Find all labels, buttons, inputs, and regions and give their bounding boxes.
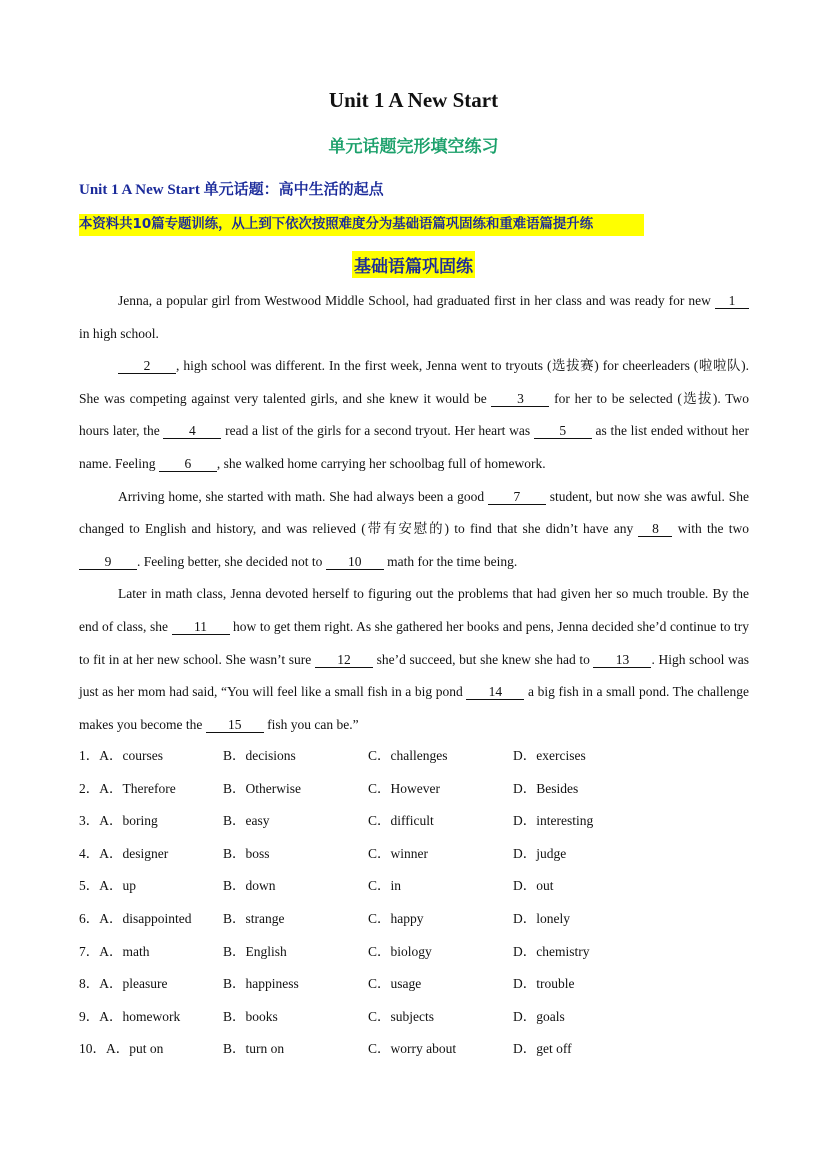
question-number: 3． bbox=[79, 813, 100, 829]
passage-text: with the two bbox=[672, 521, 749, 537]
option-d[interactable]: D．exercises bbox=[513, 748, 586, 763]
section-heading bbox=[0, 251, 827, 278]
option-b[interactable]: B．English bbox=[223, 943, 287, 959]
option-row-6 bbox=[79, 907, 749, 940]
document-title: Unit 1 A New Start bbox=[328, 88, 499, 112]
option-d[interactable]: D．goals bbox=[513, 1008, 565, 1024]
option-d[interactable]: D．trouble bbox=[513, 976, 575, 992]
option-d[interactable]: D．Besides bbox=[513, 780, 579, 796]
option-a[interactable] bbox=[79, 744, 163, 768]
option-a-text: A．designer bbox=[99, 845, 169, 861]
passage-text: , she walked home carrying her schoolbag full of homework. bbox=[216, 455, 546, 471]
question-number: 10． bbox=[79, 1041, 106, 1057]
option-a[interactable] bbox=[79, 972, 167, 996]
option-a-text: A．boring bbox=[99, 813, 158, 829]
question-number: 8． bbox=[79, 976, 100, 992]
option-a-text: A．pleasure bbox=[99, 976, 168, 992]
option-a-text: A．homework bbox=[99, 1008, 181, 1024]
passage-text: Jenna, a popular girl from Westwood Middle School, had graduated first in her class and was ready for new bbox=[118, 293, 715, 308]
option-c[interactable]: C．happy bbox=[368, 910, 424, 926]
option-a[interactable] bbox=[79, 874, 136, 898]
option-row-1 bbox=[79, 744, 749, 777]
option-row-7 bbox=[79, 940, 749, 973]
option-d[interactable]: D．interesting bbox=[513, 813, 594, 829]
blank-9[interactable]: 9 bbox=[79, 554, 137, 570]
question-number: 6． bbox=[79, 910, 100, 926]
option-a[interactable] bbox=[79, 777, 176, 801]
passage-text: in high school. bbox=[79, 325, 159, 341]
topic-line: Unit 1 A New Start 单元话题：高中生活的起点 bbox=[79, 182, 384, 198]
passage-paragraph-3 bbox=[79, 481, 749, 579]
section-title: 基础语篇巩固练 bbox=[352, 251, 475, 278]
question-number: 4． bbox=[79, 845, 100, 861]
passage-text: fish you can be.” bbox=[263, 716, 359, 732]
blank-14[interactable]: 14 bbox=[466, 684, 524, 700]
option-c[interactable]: C．biology bbox=[368, 943, 432, 959]
option-b[interactable]: B．strange bbox=[223, 910, 285, 926]
option-b[interactable]: B．down bbox=[223, 878, 276, 894]
blank-5[interactable]: 5 bbox=[534, 423, 592, 439]
passage-text: . Feeling better, she decided not to bbox=[137, 553, 326, 569]
blank-13[interactable]: 13 bbox=[593, 652, 651, 668]
passage-text: . High school was just as her mom had said, “You will feel like a small fish in a big pond bbox=[79, 651, 749, 700]
option-a[interactable] bbox=[79, 1037, 163, 1061]
option-a[interactable] bbox=[79, 1005, 180, 1029]
option-row-9 bbox=[79, 1005, 749, 1038]
option-a-text: A．put on bbox=[106, 1041, 164, 1057]
blank-11[interactable]: 11 bbox=[172, 619, 230, 635]
cloze-passage bbox=[79, 285, 749, 741]
passage-paragraph-4 bbox=[79, 578, 749, 741]
option-c[interactable]: C．subjects bbox=[368, 1008, 434, 1024]
option-row-2 bbox=[79, 777, 749, 810]
option-row-8 bbox=[79, 972, 749, 1005]
passage-text: Arriving home, she started with math. She had always been a good bbox=[118, 488, 488, 504]
passage-text: , high school was different. In the first week, Jenna went to tryouts (选拔赛) for cheerleaders (啦啦队). She was competing against very talented girls, and she knew it would be bbox=[79, 358, 749, 406]
answer-options bbox=[79, 744, 749, 1070]
option-b[interactable]: B．books bbox=[223, 1008, 278, 1024]
passage-paragraph-2 bbox=[79, 350, 749, 480]
option-d[interactable]: D．judge bbox=[513, 845, 567, 861]
option-c[interactable]: C．usage bbox=[368, 976, 422, 992]
question-number: 5． bbox=[79, 878, 100, 894]
option-d[interactable]: D．lonely bbox=[513, 910, 570, 926]
option-d[interactable]: D．out bbox=[513, 878, 554, 894]
question-number: 7． bbox=[79, 943, 100, 959]
blank-4[interactable]: 4 bbox=[163, 423, 221, 439]
passage-text: how to get them right. As she gathered her books and pens, Jenna decided she’d continue to try to fit in at her new school. She wasn’t sure bbox=[79, 618, 749, 667]
option-c[interactable]: C．in bbox=[368, 878, 402, 894]
option-a[interactable] bbox=[79, 842, 168, 866]
document-subtitle: 单元话题完形填空练习 bbox=[328, 137, 499, 157]
option-a[interactable] bbox=[79, 809, 158, 833]
option-c[interactable]: C．challenges bbox=[368, 748, 448, 763]
option-c[interactable]: C．However bbox=[368, 780, 440, 796]
passage-text: read a list of the girls for a second tryout. Her heart was bbox=[221, 423, 534, 439]
blank-6[interactable]: 6 bbox=[159, 456, 217, 472]
option-row-5 bbox=[79, 874, 749, 907]
blank-10[interactable]: 10 bbox=[326, 554, 384, 570]
passage-text: she’d succeed, but she knew she had to bbox=[372, 651, 594, 667]
question-number: 9． bbox=[79, 1008, 100, 1024]
option-b[interactable]: B．decisions bbox=[223, 748, 296, 763]
option-c[interactable]: C．difficult bbox=[368, 813, 434, 829]
blank-15[interactable]: 15 bbox=[206, 717, 264, 733]
passage-text: student, but now she was awful. She changed to English and history, and was relieved (带有安慰的) to find that she didn’t have any bbox=[79, 488, 749, 537]
option-d[interactable]: D．chemistry bbox=[513, 943, 590, 959]
passage-text: Later in math class, Jenna devoted herself to figuring out the problems that had given her so much trouble. By the end of class, she bbox=[79, 586, 749, 634]
option-a-text: A．disappointed bbox=[99, 910, 192, 926]
question-number: 2． bbox=[79, 780, 100, 796]
blank-12[interactable]: 12 bbox=[315, 652, 373, 668]
option-a[interactable] bbox=[79, 940, 150, 964]
passage-text: a big fish in a small pond. The challenge makes you become the bbox=[79, 684, 750, 732]
option-b[interactable]: B．boss bbox=[223, 845, 270, 861]
option-b[interactable]: B．Otherwise bbox=[223, 780, 301, 796]
blank-2[interactable]: 2 bbox=[118, 358, 176, 374]
question-number: 1． bbox=[79, 748, 100, 763]
option-c[interactable]: C．winner bbox=[368, 845, 428, 861]
option-d[interactable]: D．get off bbox=[513, 1041, 572, 1057]
notice-banner: 本资料共10篇专题训练，从上到下依次按照难度分为基础语篇巩固练和重难语篇提升练 bbox=[79, 214, 644, 236]
passage-text: math for the time being. bbox=[383, 553, 518, 569]
option-a-text: A．up bbox=[99, 878, 136, 894]
option-a-text: A．Therefore bbox=[99, 780, 176, 796]
passage-paragraph-1 bbox=[79, 285, 749, 350]
option-a[interactable] bbox=[79, 907, 192, 931]
blank-1[interactable]: 1 bbox=[715, 293, 749, 309]
option-row-10 bbox=[79, 1037, 749, 1070]
option-b[interactable]: B．turn on bbox=[223, 1041, 285, 1057]
option-b[interactable]: B．easy bbox=[223, 813, 270, 829]
option-a-text: A．math bbox=[99, 943, 150, 959]
option-b[interactable]: B．happiness bbox=[223, 976, 299, 992]
option-row-3 bbox=[79, 809, 749, 842]
option-a-text: A．courses bbox=[99, 748, 163, 763]
option-c[interactable]: C．worry about bbox=[368, 1041, 457, 1057]
blank-3[interactable]: 3 bbox=[491, 391, 549, 407]
passage-text: for her to be selected (选拔). Two hours later, the bbox=[79, 390, 749, 439]
blank-8[interactable]: 8 bbox=[638, 521, 672, 537]
option-row-4 bbox=[79, 842, 749, 875]
blank-7[interactable]: 7 bbox=[488, 489, 546, 505]
passage-text: as the list ended without her name. Feeling bbox=[79, 423, 749, 471]
